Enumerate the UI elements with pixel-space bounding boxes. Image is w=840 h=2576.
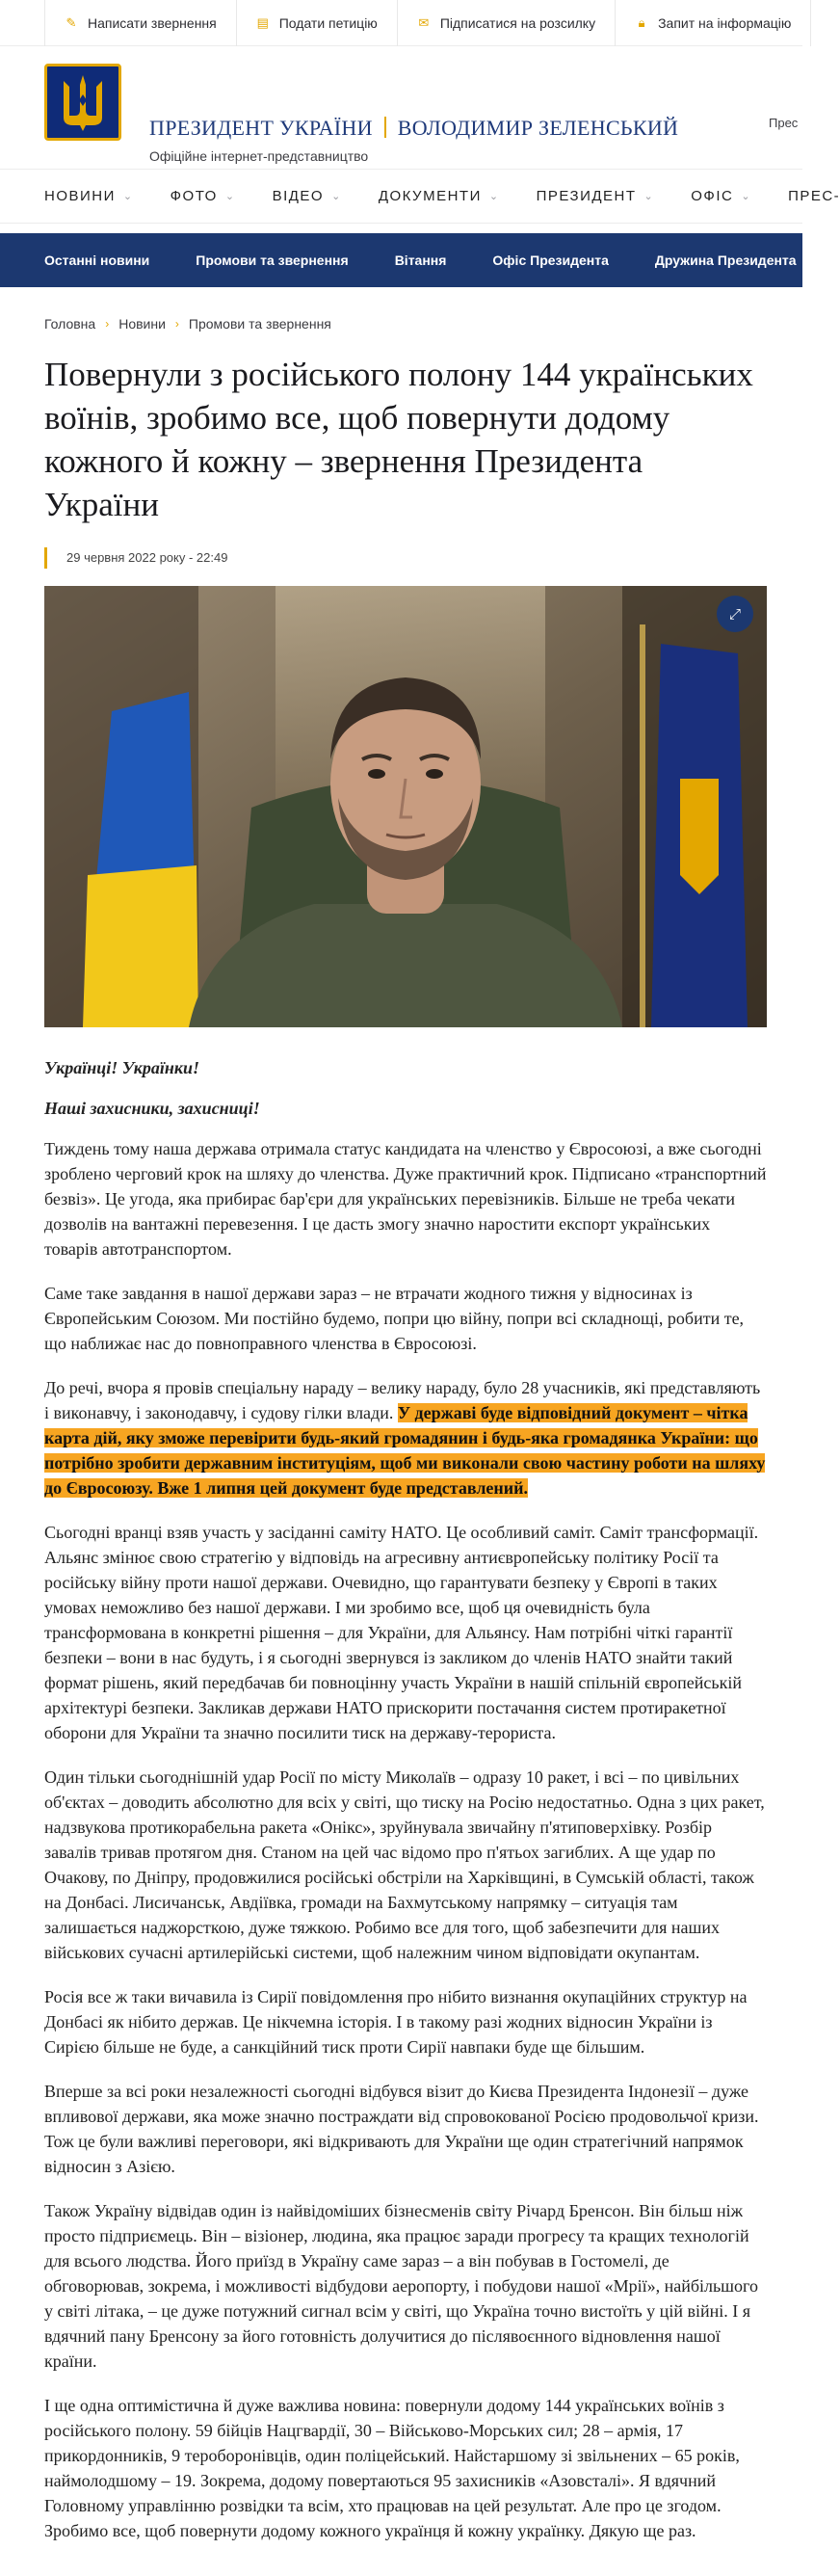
highlighted-text: У державі буде відповідний документ – чітка карта дій, яку зможе перевірити будь-який громадянин і будь-яка громадянка України: що потрібно зробити державним інституціям, щоб ми виконали свою частину роботи на шляху до Євросоюзу. Вже 1 липня цей документ буде представлений.	[44, 1403, 766, 1498]
paragraph-text: До речі, вчора я провів спеціальну нараду – велику нараду, було 28 учасників, які представляють і виконавчу, і законодавчу, і судову гілки влади.	[44, 1378, 761, 1422]
chevron-down-icon: ⌄	[122, 191, 134, 202]
article-paragraph: Вперше за всі роки незалежності сьогодні відбувся візит до Києва Президента Індонезії – дуже впливової держави, яка може значно постраждати від спровокованої Росією продовольчої кризи. Тож це були важливі переговори, які відкривають для України ще один стратегічний напрямок відносин з Азією.	[44, 2082, 759, 2176]
publish-date: 29 червня 2022 року - 22:49	[44, 547, 227, 569]
info-request-link[interactable]	[615, 0, 811, 46]
article-paragraph-highlighted	[44, 1375, 767, 1500]
chevron-down-icon: ⌄	[741, 191, 752, 202]
pencil-icon: ✎	[66, 14, 77, 30]
article-paragraph: Один тільки сьогоднішній удар Росії по місту Миколаїв – одразу 10 ракет, і всі – по цивільних об'єктах – доводить абсолютно для всіх у світі, що тиску на Росію недостатньо. Одна з цих ракет, надзвукова протикорабельна ракета «Онікс», зруйнувала звичайну п'ятиповерхівку. Розбір завалів тривав протягом дня. Станом на цей час відомо про п'ятьох загиблих. А ще удар по Очакову, по Дніпру, продовжилися російські обстріли на Харківщині, в Сумській області, також на Донбасі. Лисичанськ, Авдіївка, громади на Бахмутському напрямку – ситуація там залишається наджорсткою, дуже тяжкою. Робимо все для того, щоб забезпечити для наших військових сучасні артилерійські системи, щоб належним чином відповідати окупантам.	[44, 1767, 765, 1962]
article-paragraph: І ще одна оптимістична й дуже важлива новина: повернули додому 144 українських воїнів з російського полону. 59 бійців Нацгвардії, 30 – Військово-Морських сил; 28 – армія, 17 прикордонників, 9 тероборонівців, один поліцейський. Найстаршому зі звільнених – 65 років, наймолодшому – 19. Зокрема, додому повертаються 95 захисників «Азовсталі». Я вдячний Головному управлінню розвідки та всім, хто працював на цей результат. Але про це згодом. Зробимо все, щоб повернути додому кожного українця й кожну українку. Дякую ще раз.	[44, 2396, 740, 2540]
utility-bar	[0, 0, 802, 46]
nav-press-label: ПРЕС-	[788, 188, 840, 204]
subnav-greetings[interactable]: Вітання	[394, 252, 447, 268]
site-header	[0, 46, 802, 170]
chevron-down-icon: ⌄	[643, 191, 655, 202]
write-appeal-label: Написати звернення	[88, 14, 217, 31]
nav-press[interactable]	[788, 188, 840, 204]
breadcrumb	[44, 316, 331, 332]
page-title: Повернули з російського полону 144 українських воїнів, зробимо все, щоб повернути додому кожного й кожну – звернення Президента України	[44, 356, 753, 523]
title-divider	[384, 117, 386, 138]
subnav-office[interactable]: Офіс Президента	[492, 252, 609, 268]
document-icon: ▤	[256, 14, 269, 30]
article-photo[interactable]	[44, 586, 767, 1027]
chevron-right-icon: ›	[105, 317, 110, 331]
article-paragraph: Саме таке завдання в нашої держави зараз – не втрачати жодного тижня у відносинах із Європейським Союзом. Ми постійно будемо, попри цю війну, попри всі складнощі, робити те, що наближає нас до повноправного членства в Євросоюзі.	[44, 1284, 745, 1353]
greeting-line-defenders: Наші захисники, захисниці!	[44, 1099, 260, 1118]
section-navigation	[0, 233, 802, 287]
nav-news-label: НОВИНИ	[44, 188, 116, 204]
write-appeal-link[interactable]	[44, 0, 236, 46]
press-link[interactable]: Прес	[769, 116, 799, 130]
site-title-right: ВОЛОДИМИР ЗЕЛЕНСЬКИЙ	[397, 116, 679, 140]
nav-documents-label: ДОКУМЕНТИ	[378, 188, 482, 204]
subnav-first-lady[interactable]: Дружина Президента	[654, 252, 797, 268]
submit-petition-link[interactable]	[236, 0, 397, 46]
subnav-latest-news[interactable]: Останні новини	[44, 252, 150, 268]
nav-video-label: ВІДЕО	[272, 188, 325, 204]
breadcrumb-news[interactable]: Новини	[118, 316, 166, 332]
nav-news[interactable]	[44, 188, 134, 204]
site-subtitle: Офіційне інтернет-представництво	[149, 148, 369, 164]
chevron-down-icon: ⌄	[488, 191, 500, 202]
breadcrumb-home[interactable]: Головна	[44, 316, 96, 332]
subscribe-link[interactable]	[397, 0, 615, 46]
nav-president-label: ПРЕЗИДЕНТ	[536, 188, 637, 204]
chevron-right-icon: ›	[174, 317, 179, 331]
breadcrumb-current[interactable]: Промови та звернення	[188, 316, 331, 332]
article-body	[44, 1055, 767, 2563]
lock-icon: 🔒︎	[638, 14, 645, 30]
greeting-line: Українці! Українки!	[44, 1058, 200, 1077]
site-title-left: ПРЕЗИДЕНТ УКРАЇНИ	[149, 116, 373, 140]
trident-icon	[58, 71, 108, 133]
chevron-down-icon: ⌄	[331, 191, 342, 202]
nav-video[interactable]	[273, 188, 342, 204]
main-navigation	[0, 170, 840, 224]
site-title[interactable]	[149, 116, 678, 141]
nav-photo-label: ФОТО	[170, 188, 218, 204]
president-portrait-image	[44, 586, 767, 1027]
nav-documents[interactable]	[379, 188, 500, 204]
article-paragraph: Тиждень тому наша держава отримала статус кандидата на членство у Євросоюзі, а вже сьогодні зроблено черговий крок на шляху до членства. Дуже практичний крок. Підписано «транспортний безвіз». Це угода, яка прибирає бар'єри для українських перевізників. Більше не треба чекати дозволів на вантажні перевезення. І це дасть змогу значно наростити експорт українських товарів автотранспортом.	[44, 1139, 767, 1259]
nav-office[interactable]	[691, 188, 751, 204]
info-request-label: Запит на інформацію	[658, 14, 792, 31]
subscribe-label: Підписатися на розсилку	[439, 14, 596, 31]
coat-of-arms-logo[interactable]	[44, 64, 121, 141]
submit-petition-label: Подати петицію	[278, 14, 378, 31]
article-paragraph: Також Україну відвідав один із найвідоміших бізнесменів світу Річард Бренсон. Він більш ніж просто підприємець. Він – візіонер, людина, яка працює заради прогресу та кращих технологій для всього людства. Його приїзд в Україну саме зараз – а він побував в Гостомелі, де обговорював, зокрема, і можливості відбудови аеропорту, і побудови нашої «Мрії», найбільшого у світі літака, – це дуже потужний сигнал всім у світі, що Україна точно вистоїть у цій війні. І я вдячний пану Бренсону за його готовність долучитися до післявоєнного відновлення нашої країни.	[44, 2201, 758, 2371]
article-paragraph: Росія все ж таки вичавила із Сирії повідомлення про нібито визнання окупаційних структур на Донбасі як нібито держав. Це нікчемна історія. І в такому разі жодних відносин України із Сирією більше не буде, а санкційний тиск проти Сирії навпаки буде ще більшим.	[44, 1987, 748, 2057]
nav-president[interactable]	[537, 188, 655, 204]
nav-office-label: ОФІС	[691, 188, 734, 204]
envelope-icon: ✉	[418, 14, 430, 30]
nav-photo[interactable]	[171, 188, 236, 204]
fullscreen-button[interactable]	[717, 596, 753, 632]
article-paragraph: Сьогодні вранці взяв участь у засіданні саміту НАТО. Це особливий саміт. Саміт трансформації. Альянс змінює свою стратегію у відповідь на агресивну антиєвропейську політику Росії та російську війну проти нашої держави. Очевидно, що гарантувати безпеку у Європі в таких умовах неможливо без нашої держави. І ми зробимо все, щоб ця очевидність була трансформована в конкретні рішення – для України, для Альянсу. Нам потрібні чіткі гарантії безпеки – вони в нас будуть, і я сьогодні звернувся із закликом до членів НАТО знайти такий формат рішень, який передбачав би повноцінну участь України в нашій спільній європейській архітектурі безпеки. Закликав держави НАТО прискорити постачання систем протиракетної оборони для України та значно посилити тиск на державу-терориста.	[44, 1523, 759, 1742]
expand-icon: ⤢	[728, 605, 741, 623]
chevron-down-icon: ⌄	[224, 191, 236, 202]
subnav-speeches[interactable]: Промови та звернення	[196, 252, 349, 268]
